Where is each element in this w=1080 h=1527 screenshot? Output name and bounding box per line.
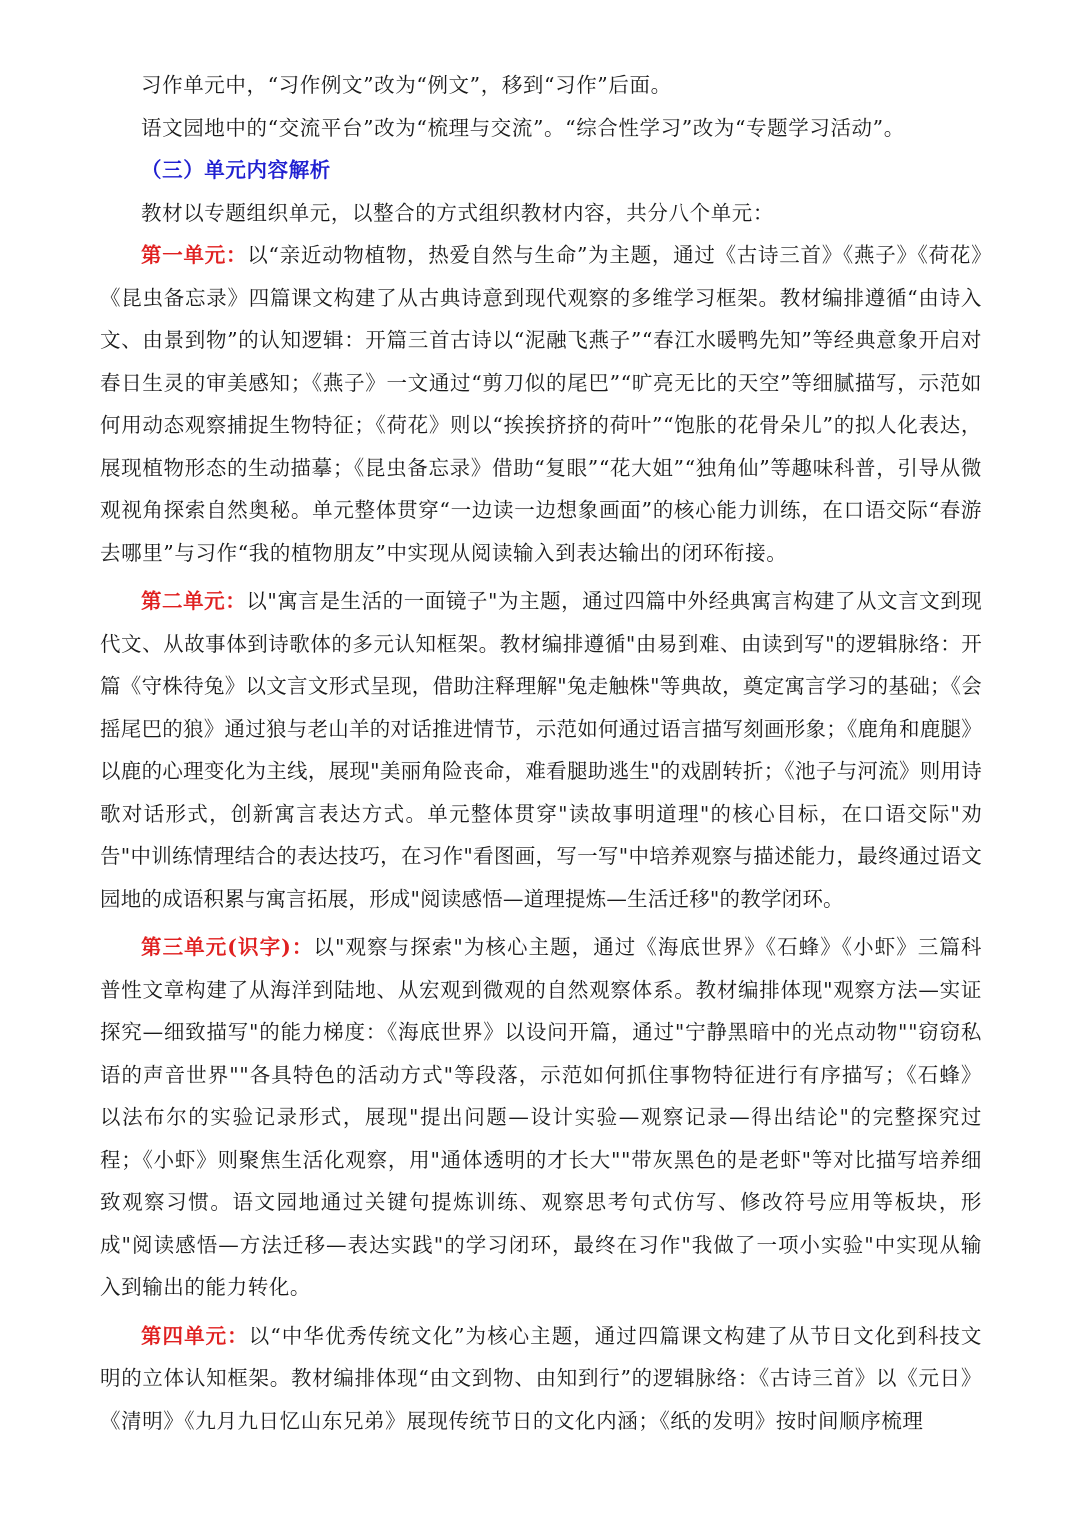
unit-paragraph-1 <box>100 234 982 574</box>
intro-paragraph-1: 习作单元中，“习作例文”改为“例文”，移到“习作”后面。 <box>141 73 672 97</box>
unit-body-1: 以“亲近动物植物，热爱自然与生命”为主题，通过《古诗三首》《燕子》《荷花》《昆虫备忘录》四篇课文构建了从古典诗意到现代观察的多维学习框架。教材编排遵循“由诗入文、由景到物”的认知逻辑：开篇三首古诗以“泥融飞燕子”“春江水暖鸭先知”等经典意象开启对春日生灵的审美感知；《燕子》一文通过“剪刀似的尾巴”“旷亮无比的天空”等细腻描写，示范如何用动态观察捕捉生物特征；《荷花》则以“挨挨挤挤的荷叶”“饱胀的花骨朵儿”的拟人化表达，展现植物形态的生动描摹；《昆虫备忘录》借助“复眼”“花大姐”“独角仙”等趣味科普，引导从微观视角探索自然奥秘。单元整体贯穿“一边读一边想象画面”的核心能力训练，在口语交际“春游去哪里”与习作“我的植物朋友”中实现从阅读输入到表达输出的闭环衔接。 <box>100 243 982 565</box>
section-summary: 教材以专题组织单元，以整合的方式组织教材内容，共分八个单元： <box>141 200 774 225</box>
document-page <box>100 64 982 1442</box>
unit-label-1: 第一单元： <box>141 243 248 267</box>
unit-body-4: 以“中华优秀传统文化”为核心主题，通过四篇课文构建了从节日文化到科技文明的立体认知框架。教材编排体现“由文到物、由知到行”的逻辑脉络：《古诗三首》以《元日》《清明》《九月九日忆山东兄弟》展现传统节日的文化内涵；《纸的发明》按时间顺序梳理 <box>100 1323 982 1433</box>
unit-body-3: 以"观察与探索"为核心主题，通过《海底世界》《石蜂》《小虾》三篇科普性文章构建了从海洋到陆地、从宏观到微观的自然观察体系。教材编排体现"观察方法—实证探究—细致描写"的能力梯度：《海底世界》以设问开篇，通过"宁静黑暗中的光点动物""窃窃私语的声音世界""各具特色的活动方式"等段落，示范如何抓住事物特征进行有序描写；《石蜂》以法布尔的实验记录形式，展现"提出问题—设计实验—观察记录—得出结论"的完整探究过程；《小虾》则聚焦生活化观察，用"通体透明的才长大""带灰黑色的是老虾"等对比描写培养细致观察习惯。语文园地通过关键句提炼训练、观察思考句式仿写、修改符号应用等板块，形成"阅读感悟—方法迁移—表达实践"的学习闭环，最终在习作"我做了一项小实验"中实现从输入到输出的能力转化。 <box>100 935 982 1299</box>
unit-body-2: 以"寓言是生活的一面镜子"为主题，通过四篇中外经典寓言构建了从文言文到现代文、从故事体到诗歌体的多元认知框架。教材编排遵循"由易到难、由读到写"的逻辑脉络：开篇《守株待兔》以文言文形式呈现，借助注释理解"兔走触株"等典故，奠定寓言学习的基础；《会摇尾巴的狼》通过狼与老山羊的对话推进情节，示范如何通过语言描写刻画形象；《鹿角和鹿腿》以鹿的心理变化为主线，展现"美丽角险丧命，难看腿助逃生"的戏剧转折；《池子与河流》则用诗歌对话形式，创新寓言表达方式。单元整体贯穿"读故事明道理"的核心目标，在口语交际"劝告"中训练情理结合的表达技巧，在习作"看图画，写一写"中培养观察与描述能力，最终通过语文园地的成语积累与寓言拓展，形成"阅读感悟—道理提炼—生活迁移"的教学闭环。 <box>100 589 983 911</box>
unit-label-4: 第四单元： <box>141 1323 249 1348</box>
unit-label-2: 第二单元： <box>141 589 247 613</box>
section-heading: （三）单元内容解析 <box>141 158 331 182</box>
unit-paragraph-4 <box>100 1315 982 1443</box>
unit-paragraph-3 <box>100 926 982 1309</box>
unit-paragraph-2 <box>100 580 982 920</box>
unit-label-3: 第三单元(识字)： <box>141 935 314 959</box>
intro-paragraph-2: 语文园地中的“交流平台”改为“梳理与交流”。“综合性学习”改为“专题学习活动”。 <box>141 115 905 140</box>
